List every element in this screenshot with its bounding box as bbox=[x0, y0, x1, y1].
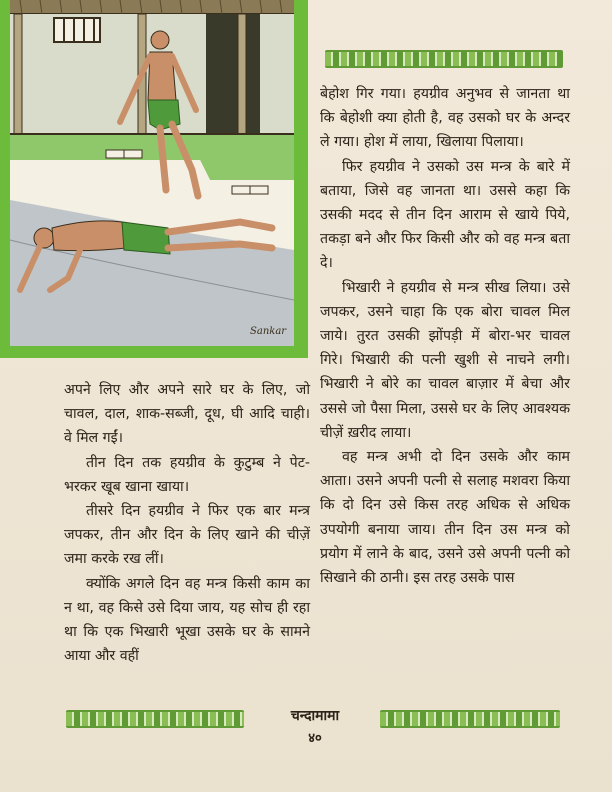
paragraph: भिखारी ने हयग्रीव से मन्त्र सीख लिया। उसे जपकर, उसने चाहा कि एक बोरा चावल मिल जाये। तुरत उसकी झोंपड़ी में बोरा-भर चावल गिरे। भिखारी की पत्नी खुशी से नाचने लगी। भिखारी ने बोरे का चावल बाज़ार में बेचा और उससे जो पैसा मिला, उससे घर के लिए आवश्यक चीज़ें ख़रीद लाया। bbox=[320, 279, 570, 441]
paragraph: बेहोश गिर गया। हयग्रीव अनुभव से जानता था कि बेहोशी क्या होती है, वह उसको घर के अन्दर ले गया। होश में लाया, खिलाया पिलाया। bbox=[320, 86, 570, 151]
illustration-drawing bbox=[10, 0, 294, 346]
paragraph: तीसरे दिन हयग्रीव ने फिर एक बार मन्त्र जपकर, तीन और दिन के लिए खाने की चीज़ें जमा करके रख लीं। bbox=[64, 503, 310, 568]
illustration-frame bbox=[0, 0, 308, 358]
story-illustration bbox=[10, 0, 294, 346]
paragraph: फिर हयग्रीव ने उसको उस मन्त्र के बारे में बताया, जिसे वह जानता था। उससे कहा कि उसकी मदद से तीन दिन आराम से खाये पिये, तकड़ा बने और फिर किसी और को वह मन्त्र बता दे। bbox=[320, 158, 570, 272]
paragraph: वह मन्त्र अभी दो दिन उसके और काम आता। उसने अपनी पत्नी से सलाह मशवरा किया कि दो दिन उसे किस तरह अधिक से अधिक उपयोगी बनाया जाय। तीन दिन उस मन्त्र को प्रयोग में लाने के बाद, उसने उसे अपनी पत्नी को सिखाने की ठानी। इस तरह उसके पास bbox=[320, 449, 570, 587]
magazine-name: चन्दामामा bbox=[290, 708, 340, 724]
paragraph: क्योंकि अगले दिन वह मन्त्र किसी काम का न था, वह किसे उसे दिया जाय, यह सोच ही रहा था कि एक भिखारी भूखा उसके घर के सामने आया और वहीं bbox=[64, 575, 310, 665]
page-number: ४० bbox=[308, 731, 322, 746]
ornament-border-bottom-right bbox=[380, 710, 560, 728]
left-column bbox=[64, 378, 310, 668]
artist-signature: Sankar bbox=[250, 326, 287, 337]
right-column bbox=[320, 82, 570, 590]
ornament-border-top bbox=[325, 50, 563, 68]
ornament-border-bottom-left bbox=[66, 710, 244, 728]
paragraph: तीन दिन तक हयग्रीव के कुटुम्ब ने पेट-भरकर खूब खाना खाया। bbox=[64, 454, 310, 495]
paragraph: अपने लिए और अपने सारे घर के लिए, जो चावल, दाल, शाक-सब्जी, दूध, घी आदि चाही। वे मिल गईं। bbox=[64, 382, 310, 447]
